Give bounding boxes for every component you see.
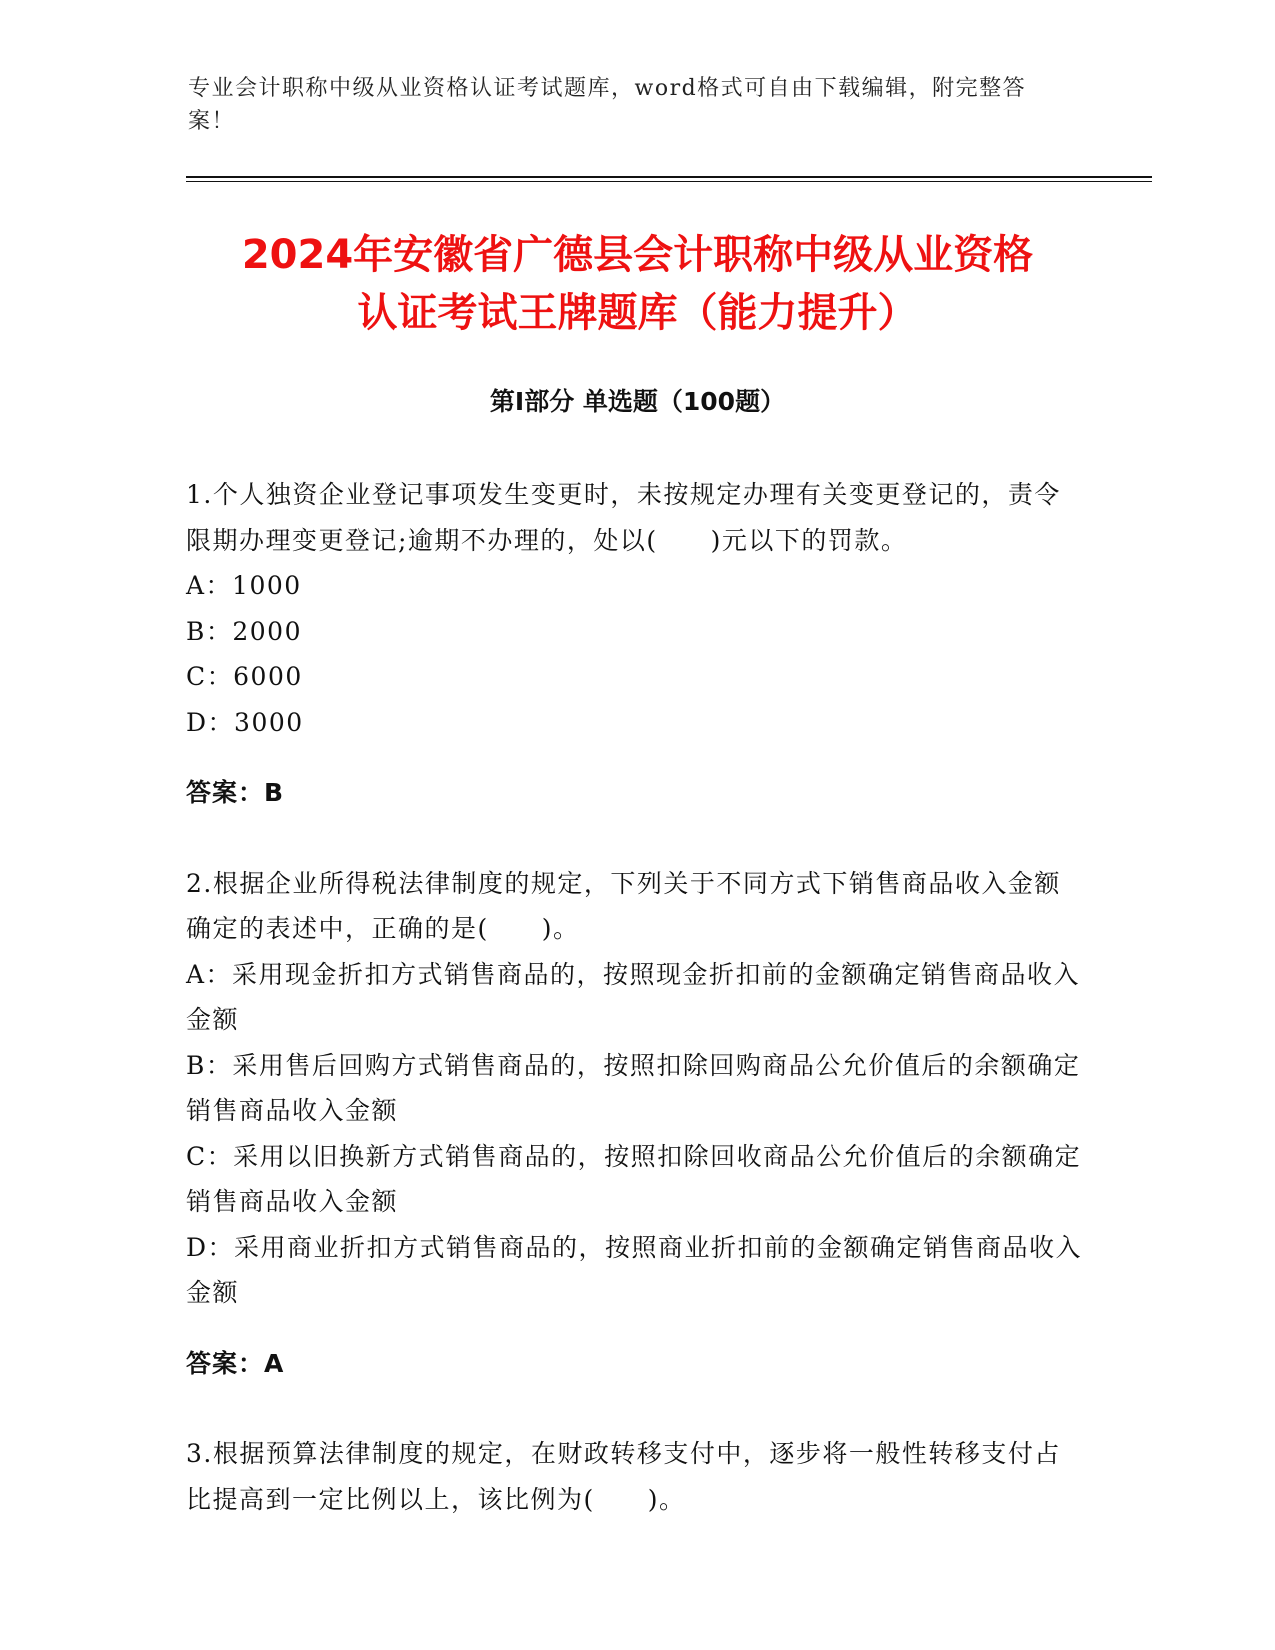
header-rule-thin [186,181,1152,182]
question-list [186,472,1086,1567]
option-d: D：3000 [186,707,304,737]
question-stem: 1.个人独资企业登记事项发生变更时，未按规定办理有关变更登记的，责令限期办理变更登记;逾期不办理的，处以( )元以下的罚款。 [186,480,1061,555]
answer: 答案：A [186,1348,285,1378]
question-stem: 2.根据企业所得税法律制度的规定，下列关于不同方式下销售商品收入金额确定的表述中，正确的是( )。 [186,868,1061,943]
question-1 [186,472,1086,816]
option-a: A：采用现金折扣方式销售商品的，按照现金折扣前的金额确定销售商品收入金额 [186,959,1081,1034]
title-line-2: 认证考试王牌题库（能力提升） [357,290,918,336]
option-b: B：2000 [186,616,302,646]
question-3 [186,1431,1086,1522]
header-text: 专业会计职称中级从业资格认证考试题库，word格式可自由下载编辑，附完整答案！ [188,76,1027,134]
section-title: 第Ⅰ部分 单选题（100题） [489,387,786,416]
header-rule-thick [186,176,1152,178]
question-2 [186,861,1086,1387]
title-line-1: 2024年安徽省广德县会计职称中级从业资格 [241,232,1034,278]
option-b: B：采用售后回购方式销售商品的，按照扣除回购商品公允价值后的余额确定销售商品收入金额 [186,1050,1081,1125]
question-stem: 3.根据预算法律制度的规定，在财政转移支付中，逐步将一般性转移支付占比提高到一定比例以上，该比例为( )。 [186,1439,1061,1514]
option-c: C：采用以旧换新方式销售商品的，按照扣除回收商品公允价值后的余额确定销售商品收入金额 [186,1141,1082,1216]
option-a: A：1000 [186,571,302,600]
document-header [188,72,1068,138]
option-d: D：采用商业折扣方式销售商品的，按照商业折扣前的金额确定销售商品收入金额 [186,1232,1083,1307]
option-c: C：6000 [186,662,303,691]
answer: 答案：B [186,778,285,807]
document-title [0,226,1275,342]
